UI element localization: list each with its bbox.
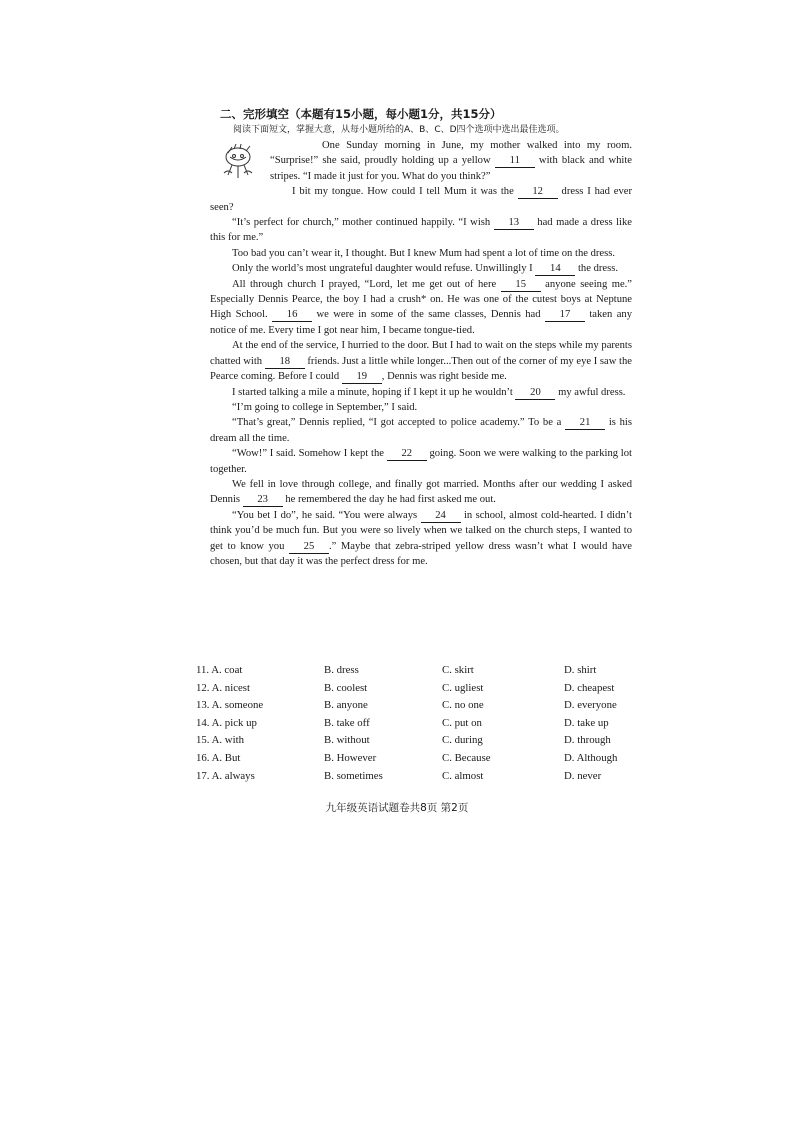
paragraph: “It’s perfect for church,” mother continued happily. “I wish 13 had made a dress like this for me.” [210,217,632,244]
option-a: 16. A. But [196,751,241,764]
option-b: B. dress [324,664,359,676]
blank-21: 21 [565,417,605,430]
decorative-sketch-icon [210,143,266,183]
option-a: 13. A. someone [196,699,264,712]
paragraph: I started talking a mile a minute, hoping if I kept it up he wouldn’t 20 my awful dress. [232,386,626,398]
option-row [196,715,636,733]
paragraph: All through church I prayed, “Lord, let me get out of here 15 anyone seeing me.” Especially Dennis Pearce, the boy I had a crush* on. He was one of the cutest boys at Neptune High School. 16 we were in some of the same classes, Dennis had 17 taken any notice of me. Every time I got near him, I became tongue-tied. [210,278,632,336]
option-c: C. almost [442,769,484,782]
blank-17: 17 [545,309,585,322]
option-a: 15. A. with [196,734,244,747]
blank-12: 12 [518,186,558,199]
option-row [196,768,636,786]
paragraph: One Sunday morning in June, my mother walked into my room. “Surprise!” she said, proudly holding up a yellow 11 with black and white stripes. “I made it just for you. What do you think?” [270,140,633,182]
option-d: D. everyone [564,699,617,712]
blank-15: 15 [501,279,541,292]
blank-14: 14 [535,263,575,276]
blank-13: 13 [494,217,534,230]
option-b: B. without [324,734,370,747]
option-c: C. Because [442,751,491,764]
option-d: D. shirt [564,664,597,676]
option-c: C. put on [442,716,482,729]
option-a: 11. A. coat [196,664,243,676]
option-row [196,750,636,768]
option-b: B. anyone [324,699,368,712]
paragraph: We fell in love through college, and finally got married. Months after our wedding I asked Dennis 23 he remembered the day he had first asked me out. [210,478,632,506]
blank-25: 25 [289,541,329,554]
paragraph: “I’m going to college in September,” I said. [232,401,418,413]
paragraph: “You bet I do”, he said. “You were always 24 in school, almost cold-hearted. I didn’t think you’d be much fun. But you were so lively when we talked on the church steps, I wanted to get to know you 25 .” Maybe that zebra-striped yellow dress wasn’t what I would have chosen, but that day it was the perfect dress for me. [210,509,632,567]
blank-11: 11 [495,155,535,168]
option-c: C. no one [442,699,484,712]
option-d: D. cheapest [564,681,615,694]
paragraph: Too bad you can’t wear it, I thought. But I knew Mum had spent a lot of time on the dress. [232,247,616,259]
section-title: 二、完形填空（本题有15小题，每小题1分，共15分） [220,107,502,121]
option-a: 14. A. pick up [196,716,257,729]
paragraph: Only the world’s most ungrateful daughter would refuse. Unwillingly I 14 the dress. [232,263,619,275]
instruction-text: 阅读下面短文，掌握大意，从每小题所给的A、B、C、D四个选项中选出最佳选项。 [233,125,565,135]
option-b: B. take off [324,716,370,729]
option-b: B. However [324,751,377,764]
blank-19: 19 [342,371,382,384]
page-footer: 九年级英语试题卷共8页 第2页 [325,802,469,814]
option-row [196,680,636,698]
option-row [196,697,636,715]
option-a: 12. A. nicest [196,681,250,694]
option-c: C. during [442,734,483,747]
option-b: B. coolest [324,681,368,694]
option-d: D. take up [564,716,609,729]
paragraph: At the end of the service, I hurried to the door. But I had to wait on the steps while my parents chatted with 18 friends. Just a little while longer...Then out of the corner of my eye I saw the Pearce coming. Before I could 19 , Dennis was right beside me. [210,340,632,383]
answer-options [196,662,636,785]
option-row [196,662,636,680]
blank-18: 18 [265,356,305,369]
option-b: B. sometimes [324,769,383,782]
cloze-section [210,105,632,569]
paragraph: “That’s great,” Dennis replied, “I got accepted to police academy.” To be a 21 is his dream all the time. [210,417,632,444]
blank-20: 20 [515,387,555,400]
option-a: 17. A. always [196,769,255,782]
blank-22: 22 [387,448,427,461]
blank-16: 16 [272,309,312,322]
blank-23: 23 [243,494,283,507]
option-d: D. never [564,769,602,782]
blank-24: 24 [421,510,461,523]
option-c: C. ugliest [442,681,484,694]
paragraph: “Wow!” I said. Somehow I kept the 22 going. Soon we were walking to the parking lot together. [210,448,632,475]
paragraph: I bit my tongue. How could I tell Mum it was the 12 dress I had ever seen? [210,186,632,213]
option-d: D. through [564,734,611,747]
option-d: D. Although [564,751,618,764]
option-row [196,732,636,750]
option-c: C. skirt [442,664,474,676]
